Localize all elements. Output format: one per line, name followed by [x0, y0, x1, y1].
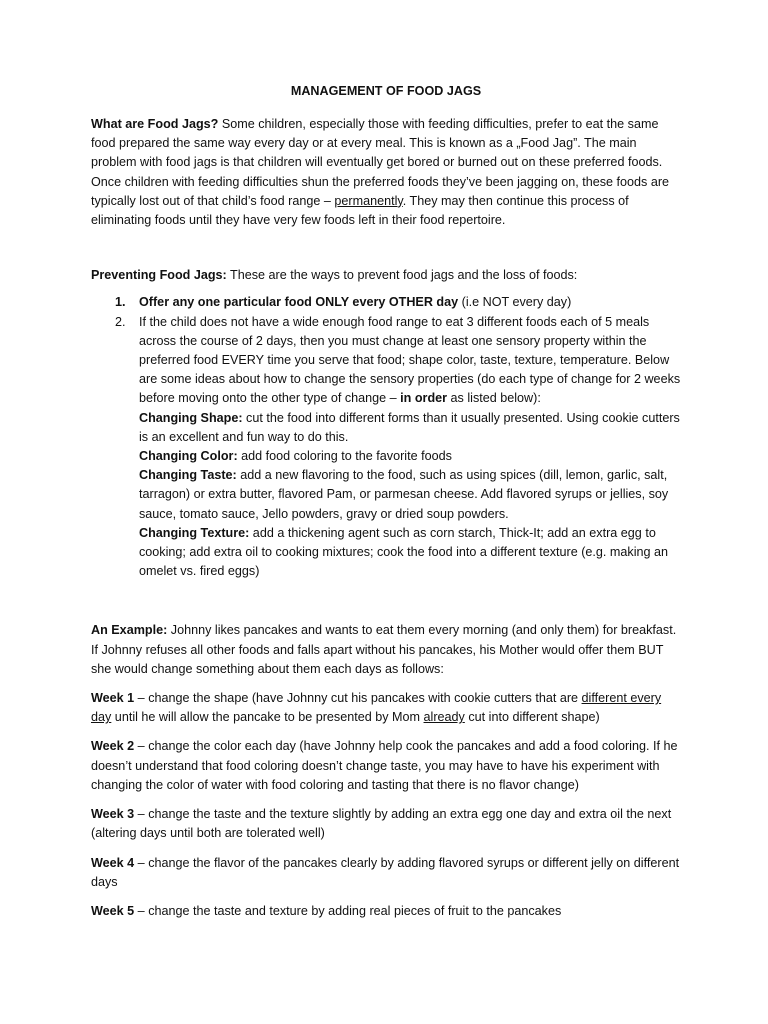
- changing-color-text: add food coloring to the favorite foods: [237, 449, 452, 464]
- preventing-text: These are the ways to prevent food jags and the loss of foods:: [226, 268, 578, 283]
- week-3-paragraph: [91, 805, 681, 843]
- week-3-label: Week 3: [91, 807, 135, 822]
- list-number-2: 2.: [115, 314, 126, 329]
- week-2-label: Week 2: [91, 739, 135, 754]
- week-5-paragraph: [91, 902, 681, 921]
- page-title: MANAGEMENT OF FOOD JAGS: [290, 84, 482, 98]
- week-1-underline-1: different every day: [91, 691, 662, 725]
- list-item-1: [91, 293, 681, 312]
- list-item-2: [91, 313, 681, 582]
- intro-text-2: . They may then continue this process of eliminating foods until they have very few foods left in their food repertoire.: [91, 193, 629, 228]
- week-1-label: Week 1: [91, 691, 135, 706]
- list-item-2-text-1: If the child does not have a wide enough food range to eat 3 different foods each of 5 meals across the course of 2 days, then you must change at least one sensory property within the preferred food EVERY time you serve that food; shape color, taste, texture, temperature. Below are some ideas about how to change the sensory properties (do each type of change for 2 weeks before moving onto the other type of change –: [139, 314, 681, 406]
- week-1-text-1: – change the shape (have Johnny cut his pancakes with cookie cutters that are: [134, 691, 582, 706]
- intro-text-1: Some children, especially those with feeding difficulties, prefer to eat the same food prepared the same way every day or at every meal. This is known as a „Food Jag”. The main problem with food jags is that children will eventually get bored or burned out on these preferred foods. Once children with feeding difficulties shun the preferred foods they’ve been jagging on, these foods are typically lost out of that child’s food range –: [91, 117, 670, 208]
- week-1-underline-2: already: [423, 710, 465, 725]
- week-5-label: Week 5: [91, 903, 135, 918]
- week-2-text: – change the color each day (have Johnny help cook the pancakes and add a food coloring. If he doesn’t understand that food coloring doesn’t change taste, you may have to have his experiment with changing the color of water with food coloring and tasting that there is no flavor change): [91, 739, 678, 792]
- list-item-2-text-2: as listed below):: [447, 391, 541, 406]
- week-4-text: – change the flavor of the pancakes clearly by adding flavored syrups or different jelly on different days: [91, 855, 680, 889]
- week-2-paragraph: [91, 737, 681, 795]
- prevention-list: [91, 293, 681, 581]
- week-3-text: – change the taste and the texture slightly by adding an extra egg one day and extra oil the next (altering days until both are tolerated well): [91, 807, 672, 841]
- list-item-2-bold: in order: [400, 391, 448, 406]
- changing-taste-label: Changing Taste:: [139, 468, 237, 483]
- example-label: An Example:: [91, 623, 168, 638]
- intro-paragraph: [91, 115, 681, 230]
- document-page: [91, 82, 681, 921]
- week-1-text-2: until he will allow the pancake to be presented by Mom: [111, 710, 424, 725]
- week-4-paragraph: [91, 854, 681, 892]
- intro-label: What are Food Jags?: [91, 117, 219, 131]
- example-paragraph: [91, 621, 681, 679]
- changing-color-label: Changing Color:: [139, 449, 238, 464]
- preventing-paragraph: [91, 266, 681, 285]
- list-item-1-text: (i.e NOT every day): [458, 295, 572, 310]
- week-5-text: – change the taste and texture by adding real pieces of fruit to the pancakes: [134, 903, 562, 918]
- changing-shape-text: cut the food into different forms than it usually presented. Using cookie cutters is an excellent and fun way to do this.: [139, 410, 680, 444]
- changing-shape-label: Changing Shape:: [139, 410, 243, 425]
- intro-underlined: permanently: [334, 193, 403, 208]
- changing-texture-text: add a thickening agent such as corn starch, Thick-It; add an extra egg to cooking; add extra oil to cooking mixtures; cook the food into a different texture (e.g. making an omelet vs. fired eggs): [139, 525, 669, 579]
- week-1-paragraph: [91, 689, 681, 727]
- preventing-label: Preventing Food Jags:: [91, 268, 227, 283]
- week-4-label: Week 4: [91, 855, 135, 870]
- changing-taste-text: add a new flavoring to the food, such as using spices (dill, lemon, garlic, salt, tarragon) or extra butter, flavored Pam, or parmesan cheese. Add flavored syrups or jellies, soy sauce, tomato sauce, Jello powders, gravy or dried soup powders.: [139, 468, 669, 521]
- list-number-1: 1.: [115, 295, 126, 310]
- list-item-1-bold: Offer any one particular food ONLY every OTHER day: [139, 295, 459, 310]
- example-text: Johnny likes pancakes and wants to eat them every morning (and only them) for breakfast. If Johnny refuses all other foods and falls apart without his pancakes, his Mother would offer them BUT she would change something about them each days as follows:: [91, 623, 677, 676]
- week-1-text-3: cut into different shape): [464, 710, 600, 725]
- changing-texture-label: Changing Texture:: [139, 525, 250, 540]
